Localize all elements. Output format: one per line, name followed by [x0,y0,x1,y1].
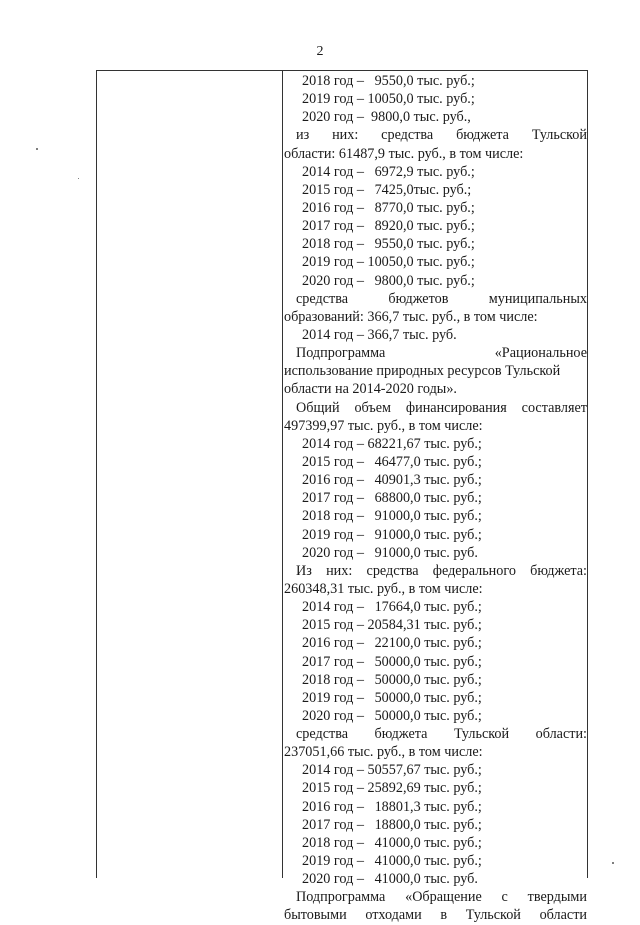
text-line: 2016 год – 40901,3 тыс. руб.; [302,472,482,489]
text-line: бытовыми отходами в Тульской области [284,907,587,924]
text-line: Из них: средства федерального бюджета: [296,562,587,579]
text-line: 2020 год – 9800,0 тыс. руб.; [302,272,475,289]
text-line: 2017 год – 50000,0 тыс. руб.; [302,653,482,670]
text-line: 2020 год – 50000,0 тыс. руб.; [302,707,482,724]
text-line: 2020 год – 41000,0 тыс. руб. [302,871,478,888]
table-left-column [97,71,283,878]
page-number: 2 [316,44,324,59]
text-line: из них: средства бюджета Тульской [296,127,587,144]
text-line: 2016 год – 8770,0 тыс. руб.; [302,199,475,216]
scan-speck [78,178,79,179]
text-line: 2014 год – 50557,67 тыс. руб.; [302,762,482,779]
scan-speck [36,148,38,150]
text-line: 2014 год – 17664,0 тыс. руб.; [302,599,482,616]
text-line: 2017 год – 68800,0 тыс. руб.; [302,490,482,507]
text-line: 2014 год – 366,7 тыс. руб. [302,326,457,343]
text-line: 2018 год – 9550,0 тыс. руб.; [302,73,475,89]
text-line: средства бюджетов муниципальных [296,290,587,307]
text-line: 2019 год – 10050,0 тыс. руб.; [302,254,475,271]
text-line: 2019 год – 10050,0 тыс. руб.; [302,91,475,108]
text-line: 497399,97 тыс. руб., в том числе: [284,417,483,434]
text-line: средства бюджета Тульской области: [296,726,587,743]
text-line: Подпрограмма «Рациональное [296,345,587,362]
text-line: использование природных ресурсов Тульской [284,363,561,380]
text-line: 237051,66 тыс. руб., в том числе: [284,744,483,761]
text-line: 2014 год – 68221,67 тыс. руб.; [302,435,482,452]
text-line: 260348,31 тыс. руб., в том числе: [284,580,483,597]
text-line: 2016 год – 18801,3 тыс. руб.; [302,798,482,815]
text-line: 2019 год – 50000,0 тыс. руб.; [302,689,482,706]
text-line: 2020 год – 9800,0 тыс. руб., [302,109,471,126]
text-line: 2017 год – 18800,0 тыс. руб.; [302,816,482,833]
text-line: 2020 год – 91000,0 тыс. руб. [302,544,478,561]
text-line: области: 61487,9 тыс. руб., в том числе: [284,145,524,162]
text-line: 2018 год – 91000,0 тыс. руб.; [302,508,482,525]
text-line: 2016 год – 22100,0 тыс. руб.; [302,635,482,652]
text-line: 2018 год – 50000,0 тыс. руб.; [302,671,482,688]
text-line: 2014 год – 6972,9 тыс. руб.; [302,163,475,180]
text-line: образований: 366,7 тыс. руб., в том числе: [284,308,538,325]
text-line: Подпрограмма «Обращение с твердыми [296,889,587,906]
table-right-column [284,72,587,925]
text-line: 2019 год – 91000,0 тыс. руб.; [302,526,482,543]
text-line: 2015 год – 46477,0 тыс. руб.; [302,453,482,470]
text-line: 2015 год – 7425,0тыс. руб.; [302,181,472,198]
text-line: 2019 год – 41000,0 тыс. руб.; [302,853,482,870]
scan-speck [612,862,614,864]
text-line: 2018 год – 41000,0 тыс. руб.; [302,834,482,851]
document-table [96,70,588,924]
text-line: 2015 год – 25892,69 тыс. руб.; [302,780,482,797]
text-line: области на 2014-2020 годы». [284,381,457,398]
text-line: Общий объем финансирования составляет [296,399,587,416]
text-line: 2017 год – 8920,0 тыс. руб.; [302,218,475,235]
text-line: 2015 год – 20584,31 тыс. руб.; [302,617,482,634]
text-line: 2018 год – 9550,0 тыс. руб.; [302,236,475,253]
